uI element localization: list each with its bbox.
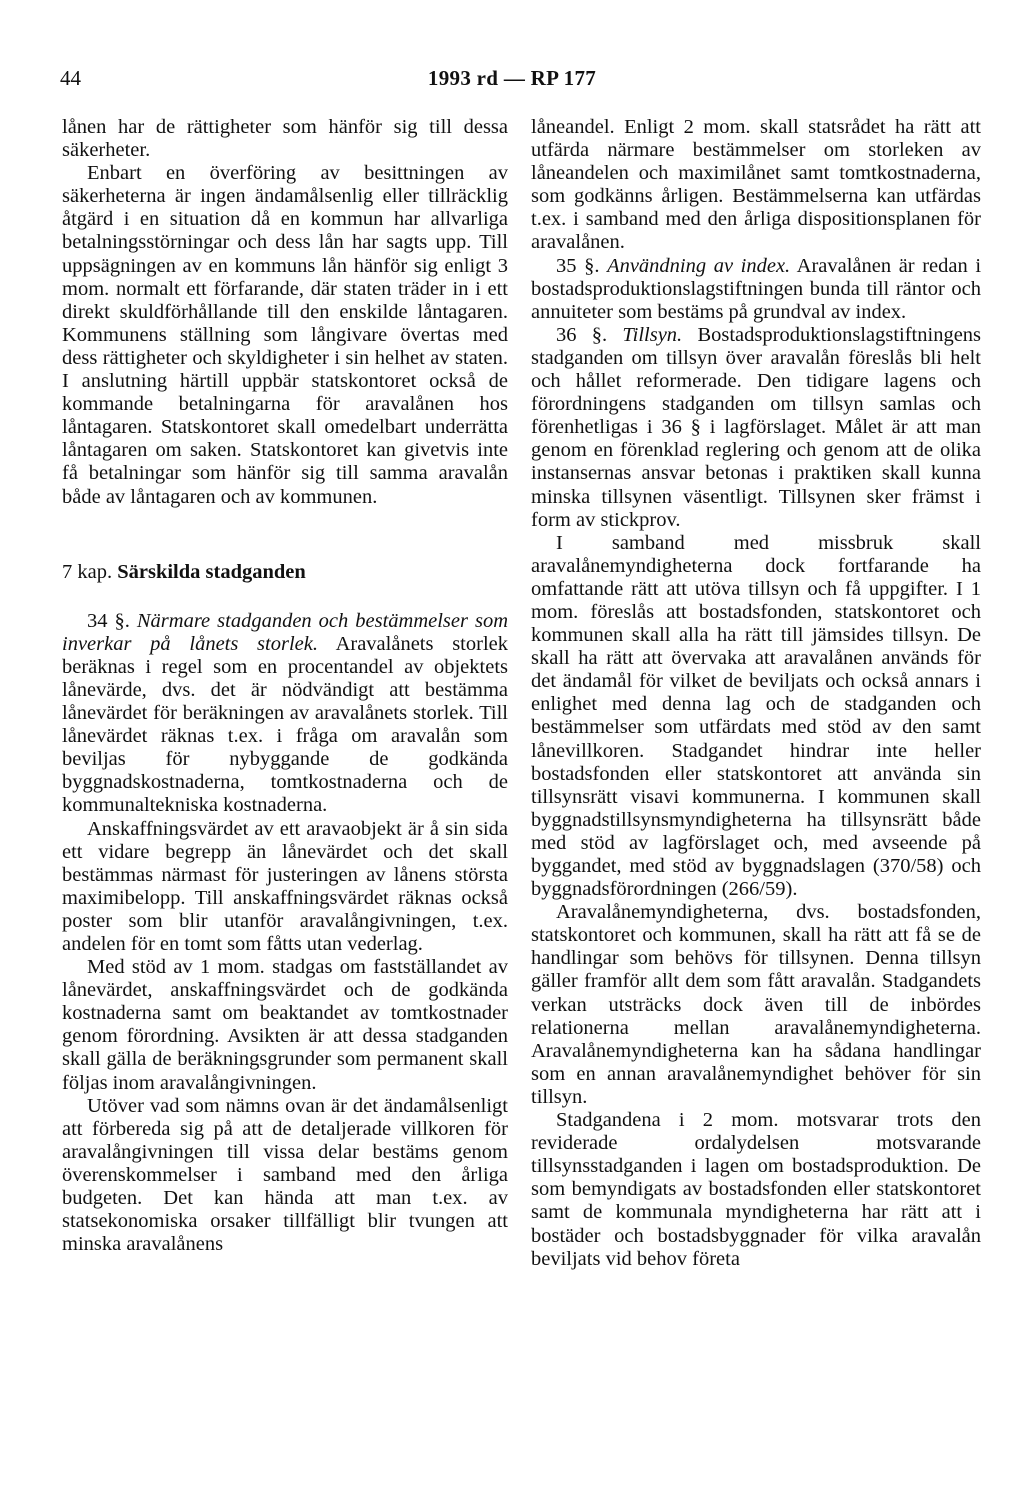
section-heading: Tillsyn.: [622, 323, 683, 346]
section-text: Bostadsproduktionslagstiftningens stadganden om tillsyn över aravalån föreslås bli helt och hållet reformerade. Den tidigare lagens och förordningens stadganden om tillsyn samlas och förenhetligas i 36 § i lagförslaget. Målet är att man genom en förenklad reglering och genom att de olika instansernas ansvar betonas i praktiken skall kunna minska tillsynen väsentligt. Tillsynen sker främst i form av stickprov.: [531, 323, 982, 531]
section-heading: Användning av index.: [607, 254, 791, 277]
paragraph: Enbart en överföring av besittningen av säkerheterna är ingen ändamålsenlig eller tillräcklig åtgärd i en situation då en kommun har allvarliga betalningsstörningar och dess lån har sagts upp. Till uppsägningen av en kommuns lån hänför sig enligt 3 mom. normalt ett förfarande, där staten träder in i ett direkt skuldförhållande till den enskilde låntagaren. Kommunens ställning som långivare övertas med dess rättigheter och skyldigheter i sin helhet av staten. I anslutning härtill uppbär statskontoret också de kommande betalningarna för aravalånen hos låntagaren. Statskontoret skall omedelbart underrätta låntagaren om saken. Statskontoret kan givetvis inte få betalningar som hänför sig till samma aravalån både av låntagaren och av kommunen.: [62, 162, 508, 508]
chapter-heading: [62, 561, 508, 584]
paragraph: Utöver vad som nämns ovan är det ändamålsenligt att förbereda sig på att de detaljerade villkoren för aravalångivningen till vissa delar bestäms genom överenskommelser i samband med den årliga budgeten. Det kan hända att man t.ex. av statsekonomiska orsaker tillfälligt blir tvungen att minska aravalånens: [62, 1094, 508, 1256]
section-number: 36 §.: [556, 323, 608, 346]
right-column: [531, 116, 981, 1271]
paragraph: Anskaffningsvärdet av ett aravaobjekt är å sin sida ett vidare begrepp än lånevärdet och det skall bestämmas närmast för justeringen av lånens största maximibelopp. Till anskaffningsvärdet räknas också poster som blir utanför aravalångivningen, t.ex. andelen för en tomt som fåtts utan vederlag.: [62, 817, 508, 955]
running-head: 1993 rd — RP 177: [427, 66, 597, 90]
paragraph: lånen har de rättigheter som hänför sig till dessa säkerheter.: [62, 116, 508, 162]
page-number: 44: [60, 66, 81, 90]
section-35: [531, 255, 981, 324]
section-text: Aravalånen är redan i bostadsproduktionslagstiftningen bunda till räntor och annuiteter som bestäms på grundval av index.: [531, 254, 982, 323]
section-36: [531, 324, 981, 532]
section-heading: Närmare stadganden och bestämmelser som inverkar på lånets storlek.: [62, 609, 509, 655]
paragraph: Med stöd av 1 mom. stadgas om fastställandet av lånevärdet, anskaffningsvärdet och de godkända kostnaderna samt om beaktandet av tomtkostnader genom förordning. Avsikten är att dessa stadganden skall gälla de beräkningsgrunder som permanent skall följas inom aravalångivningen.: [62, 956, 508, 1094]
paragraph: låneandel. Enligt 2 mom. skall statsrådet ha rätt att utfärda närmare bestämmelser om storleken av låneandelen och maximilånet samt tomtkostnaderna, som godkänns årligen. Bestämmelserna kan utfärdas t.ex. i samband med den årliga dispositionsplanen för aravalånen.: [531, 116, 981, 254]
section-number: 34 §.: [87, 609, 130, 632]
paragraph: I samband med missbruk skall aravalånemyndigheterna dock fortfarande ha omfattande rätt att utöva tillsyn och få uppgifter. I 1 mom. föreslås att bostadsfonden, statskontoret och kommunen skall alla ha rätt till jämsides tillsyn. De skall ha rätt att övervaka att aravalånen används för det ändamål för vilket de beviljats och också annars i enlighet med denna lag och de stadganden och bestämmelser som utfärdats med stöd av den samt lånevillkoren. Stadgandet hindrar inte heller bostadsfonden eller statskontoret att använda sin tillsynsrätt visavi kommunerna. I kommunen skall byggnadstillsynsmyndigheterna ha tillsynsrätt både med stöd av lagförslaget och, med avseende på byggandet, med stöd av byggnadslagen (370/58) och byggnadsförordningen (266/59).: [531, 531, 981, 901]
left-column: [62, 116, 508, 1256]
chapter-title: Särskilda stadganden: [117, 560, 306, 583]
chapter-label: 7 kap.: [62, 560, 113, 583]
paragraph: Aravalånemyndigheterna, dvs. bostadsfonden, statskontoret och kommunen, skall ha rätt att få se de handlingar som behövs för tillsynen. Denna tillsyn gäller framför allt dem som fått aravalån. Stadgandets verkan utsträcks dock även till de inbördes relationerna mellan aravalånemyndigheterna. Aravalånemyndigheterna kan ha sådana handlingar som en annan aravalånemyndighet behöver för sin tillsyn.: [531, 901, 981, 1108]
section-text: Aravalånets storlek beräknas i regel som en procentandel av objektets lånevärde, dvs. det är nödvändigt att bestämma lånevärdet för beräkningen av aravalånets storlek. Till lånevärdet räknas t.ex. i fråga om aravalån som beviljas för nybyggande de godkända byggnadskostnaderna, tomtkostnaderna och de kommunaltekniska kostnaderna.: [62, 632, 508, 817]
section-number: 35 §.: [556, 254, 600, 277]
paragraph: Stadgandena i 2 mom. motsvarar trots den reviderade ordalydelsen motsvarande tillsynsstadganden i lagen om bostadsproduktion. De som bemyndigats av bostadsfonden eller statskontoret samt de kommunala myndigheterna har rätt att i bostäder och bostadsbyggnader för vilka aravalån beviljats vid behov företa: [531, 1109, 981, 1270]
section-34: [62, 610, 508, 818]
